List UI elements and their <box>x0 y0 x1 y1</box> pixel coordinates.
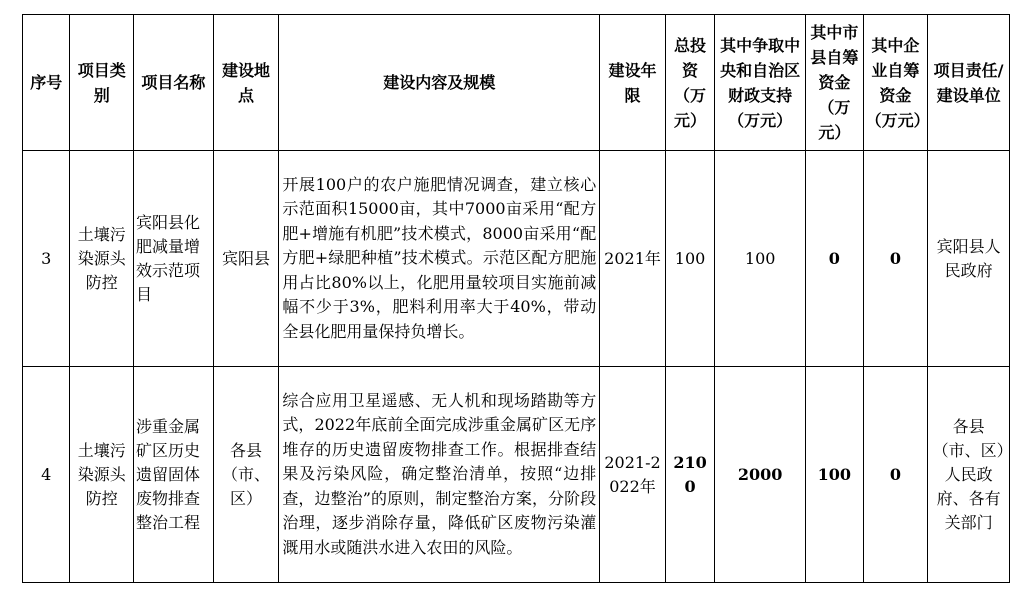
header-content: 建设内容及规模 <box>279 15 600 151</box>
cell-content: 综合应用卫星遥感、无人机和现场踏勘等方式，2022年底前全面完成涉重金属矿区无序堆存的历史遗留废物排查工作。根据排查结果及污染风险，确定整治清单，按照“边排查，边整治”的原则，制定整治方案，分阶段治理，逐步消除存量，降低矿区废物污染灌溉用水或随洪水进入农田的风险。 <box>279 367 600 583</box>
table-row <box>23 151 1010 367</box>
cell-total: 2100 <box>665 367 714 583</box>
cell-location: 各县（市、区） <box>213 367 279 583</box>
cell-category: 土壤污染源头防控 <box>70 151 134 367</box>
table-row <box>23 367 1010 583</box>
header-name: 项目名称 <box>134 15 214 151</box>
cell-city: 100 <box>806 367 864 583</box>
cell-total: 100 <box>665 151 714 367</box>
cell-seq: 3 <box>23 151 70 367</box>
cell-owner: 宾阳县人民政府 <box>928 151 1010 367</box>
cell-period: 2021-2022年 <box>600 367 666 583</box>
cell-seq: 4 <box>23 367 70 583</box>
cell-central: 2000 <box>715 367 806 583</box>
cell-content: 开展100户的农户施肥情况调查，建立核心示范面积15000亩，其中7000亩采用“配方肥+增施有机肥”技术模式，8000亩采用“配方肥+绿肥种植”技术模式。示范区配方肥施用占比80%以上，化肥用量较项目实施前减幅不少于3%，肥料利用率大于40%，带动全县化肥用量保持负增长。 <box>279 151 600 367</box>
header-owner: 项目责任/建设单位 <box>928 15 1010 151</box>
table-header-row <box>23 15 1010 151</box>
header-period: 建设年限 <box>600 15 666 151</box>
project-table <box>22 14 1010 583</box>
header-seq: 序号 <box>23 15 70 151</box>
cell-period: 2021年 <box>600 151 666 367</box>
cell-name: 宾阳县化肥减量增效示范项目 <box>134 151 214 367</box>
cell-name: 涉重金属矿区历史遗留固体废物排查整治工程 <box>134 367 214 583</box>
cell-enterprise: 0 <box>863 151 928 367</box>
header-enterprise: 其中企业自筹资金（万元） <box>863 15 928 151</box>
header-city: 其中市县自筹资金（万元） <box>806 15 864 151</box>
cell-central: 100 <box>715 151 806 367</box>
cell-city: 0 <box>806 151 864 367</box>
header-total: 总投资（万元） <box>665 15 714 151</box>
cell-enterprise: 0 <box>863 367 928 583</box>
cell-location: 宾阳县 <box>213 151 279 367</box>
cell-category: 土壤污染源头防控 <box>70 367 134 583</box>
header-location: 建设地点 <box>213 15 279 151</box>
cell-owner: 各县（市、区）人民政府、各有关部门 <box>928 367 1010 583</box>
header-category: 项目类别 <box>70 15 134 151</box>
header-central: 其中争取中央和自治区财政支持（万元） <box>715 15 806 151</box>
